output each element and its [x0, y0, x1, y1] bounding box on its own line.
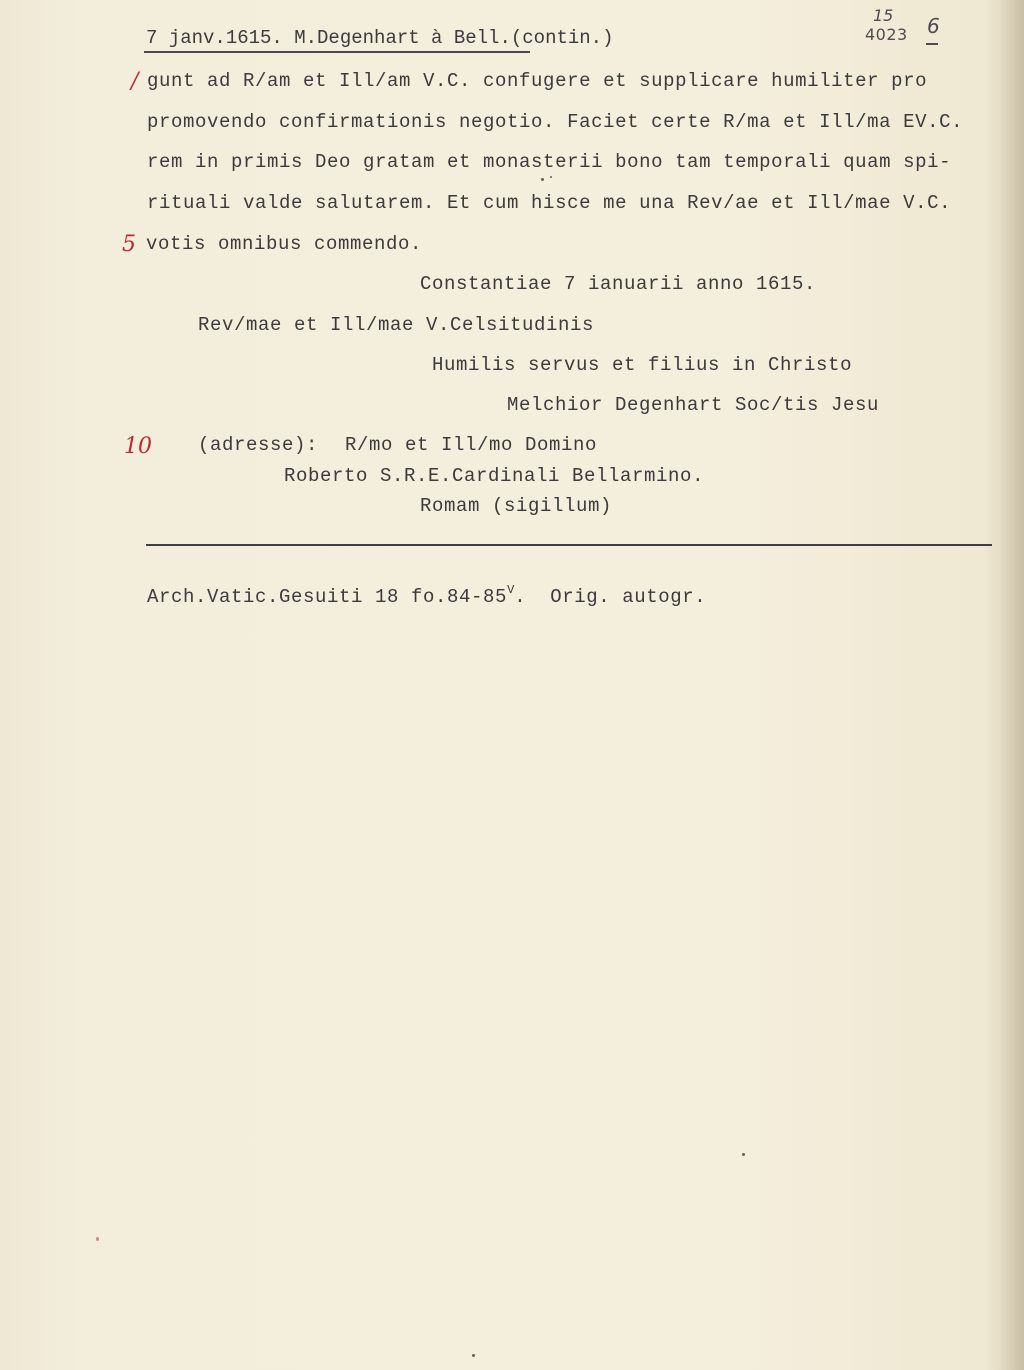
paper-speck [472, 1354, 475, 1357]
address-line-3: Romam (sigillum) [420, 495, 613, 517]
source-after: . Orig. autogr. [514, 586, 707, 608]
source-superscript: V [507, 583, 515, 597]
closing: Humilis servus et filius in Christo [432, 354, 853, 376]
reference-number: 4023 [865, 25, 908, 44]
paper-speck [742, 1153, 745, 1156]
date-line: Constantiae 7 ianuarii anno 1615. [420, 273, 817, 295]
address-label: (adresse): [198, 434, 319, 456]
body-line-2: promovendo confirmationis negotio. Faciet certe R/ma et Ill/ma EV.C. [147, 111, 964, 133]
paper-speck [96, 1237, 99, 1241]
body-line-1: gunt ad R/am et Ill/am V.C. confugere et supplicare humiliter pro [147, 70, 928, 92]
header-title: 7 janv.1615. M.Degenhart à Bell.(contin.) [146, 27, 614, 49]
line-number-1: / [131, 69, 139, 94]
address-line-1: R/mo et Ill/mo Domino [345, 434, 598, 456]
source-text: Arch.Vatic.Gesuiti 18 fo.84-85 [147, 586, 508, 608]
section-divider [146, 544, 992, 546]
line-number-10: 10 [124, 434, 152, 459]
reference-suffix: 6 [927, 14, 940, 38]
paper-speck [541, 178, 544, 181]
line-number-5: 5 [122, 232, 136, 257]
archive-reference [865, 6, 945, 52]
address-line-2: Roberto S.R.E.Cardinali Bellarmino. [284, 465, 705, 487]
body-line-5: votis omnibus commendo. [146, 233, 423, 255]
body-line-3: rem in primis Deo gratam et monasterii bono tam temporali quam spi- [147, 151, 952, 173]
signature: Melchior Degenhart Soc/tis Jesu [507, 394, 880, 416]
salutation: Rev/mae et Ill/mae V.Celsitudinis [198, 314, 595, 336]
body-line-4: rituali valde salutarem. Et cum hisce me una Rev/ae et Ill/mae V.C. [147, 192, 952, 214]
reference-suffix-underline [926, 43, 938, 45]
source-citation [147, 583, 707, 610]
paper-speck [550, 176, 552, 178]
page-edge-shadow [998, 0, 1024, 1370]
header-underline [144, 51, 530, 53]
reference-small-number: 15 [873, 6, 894, 25]
